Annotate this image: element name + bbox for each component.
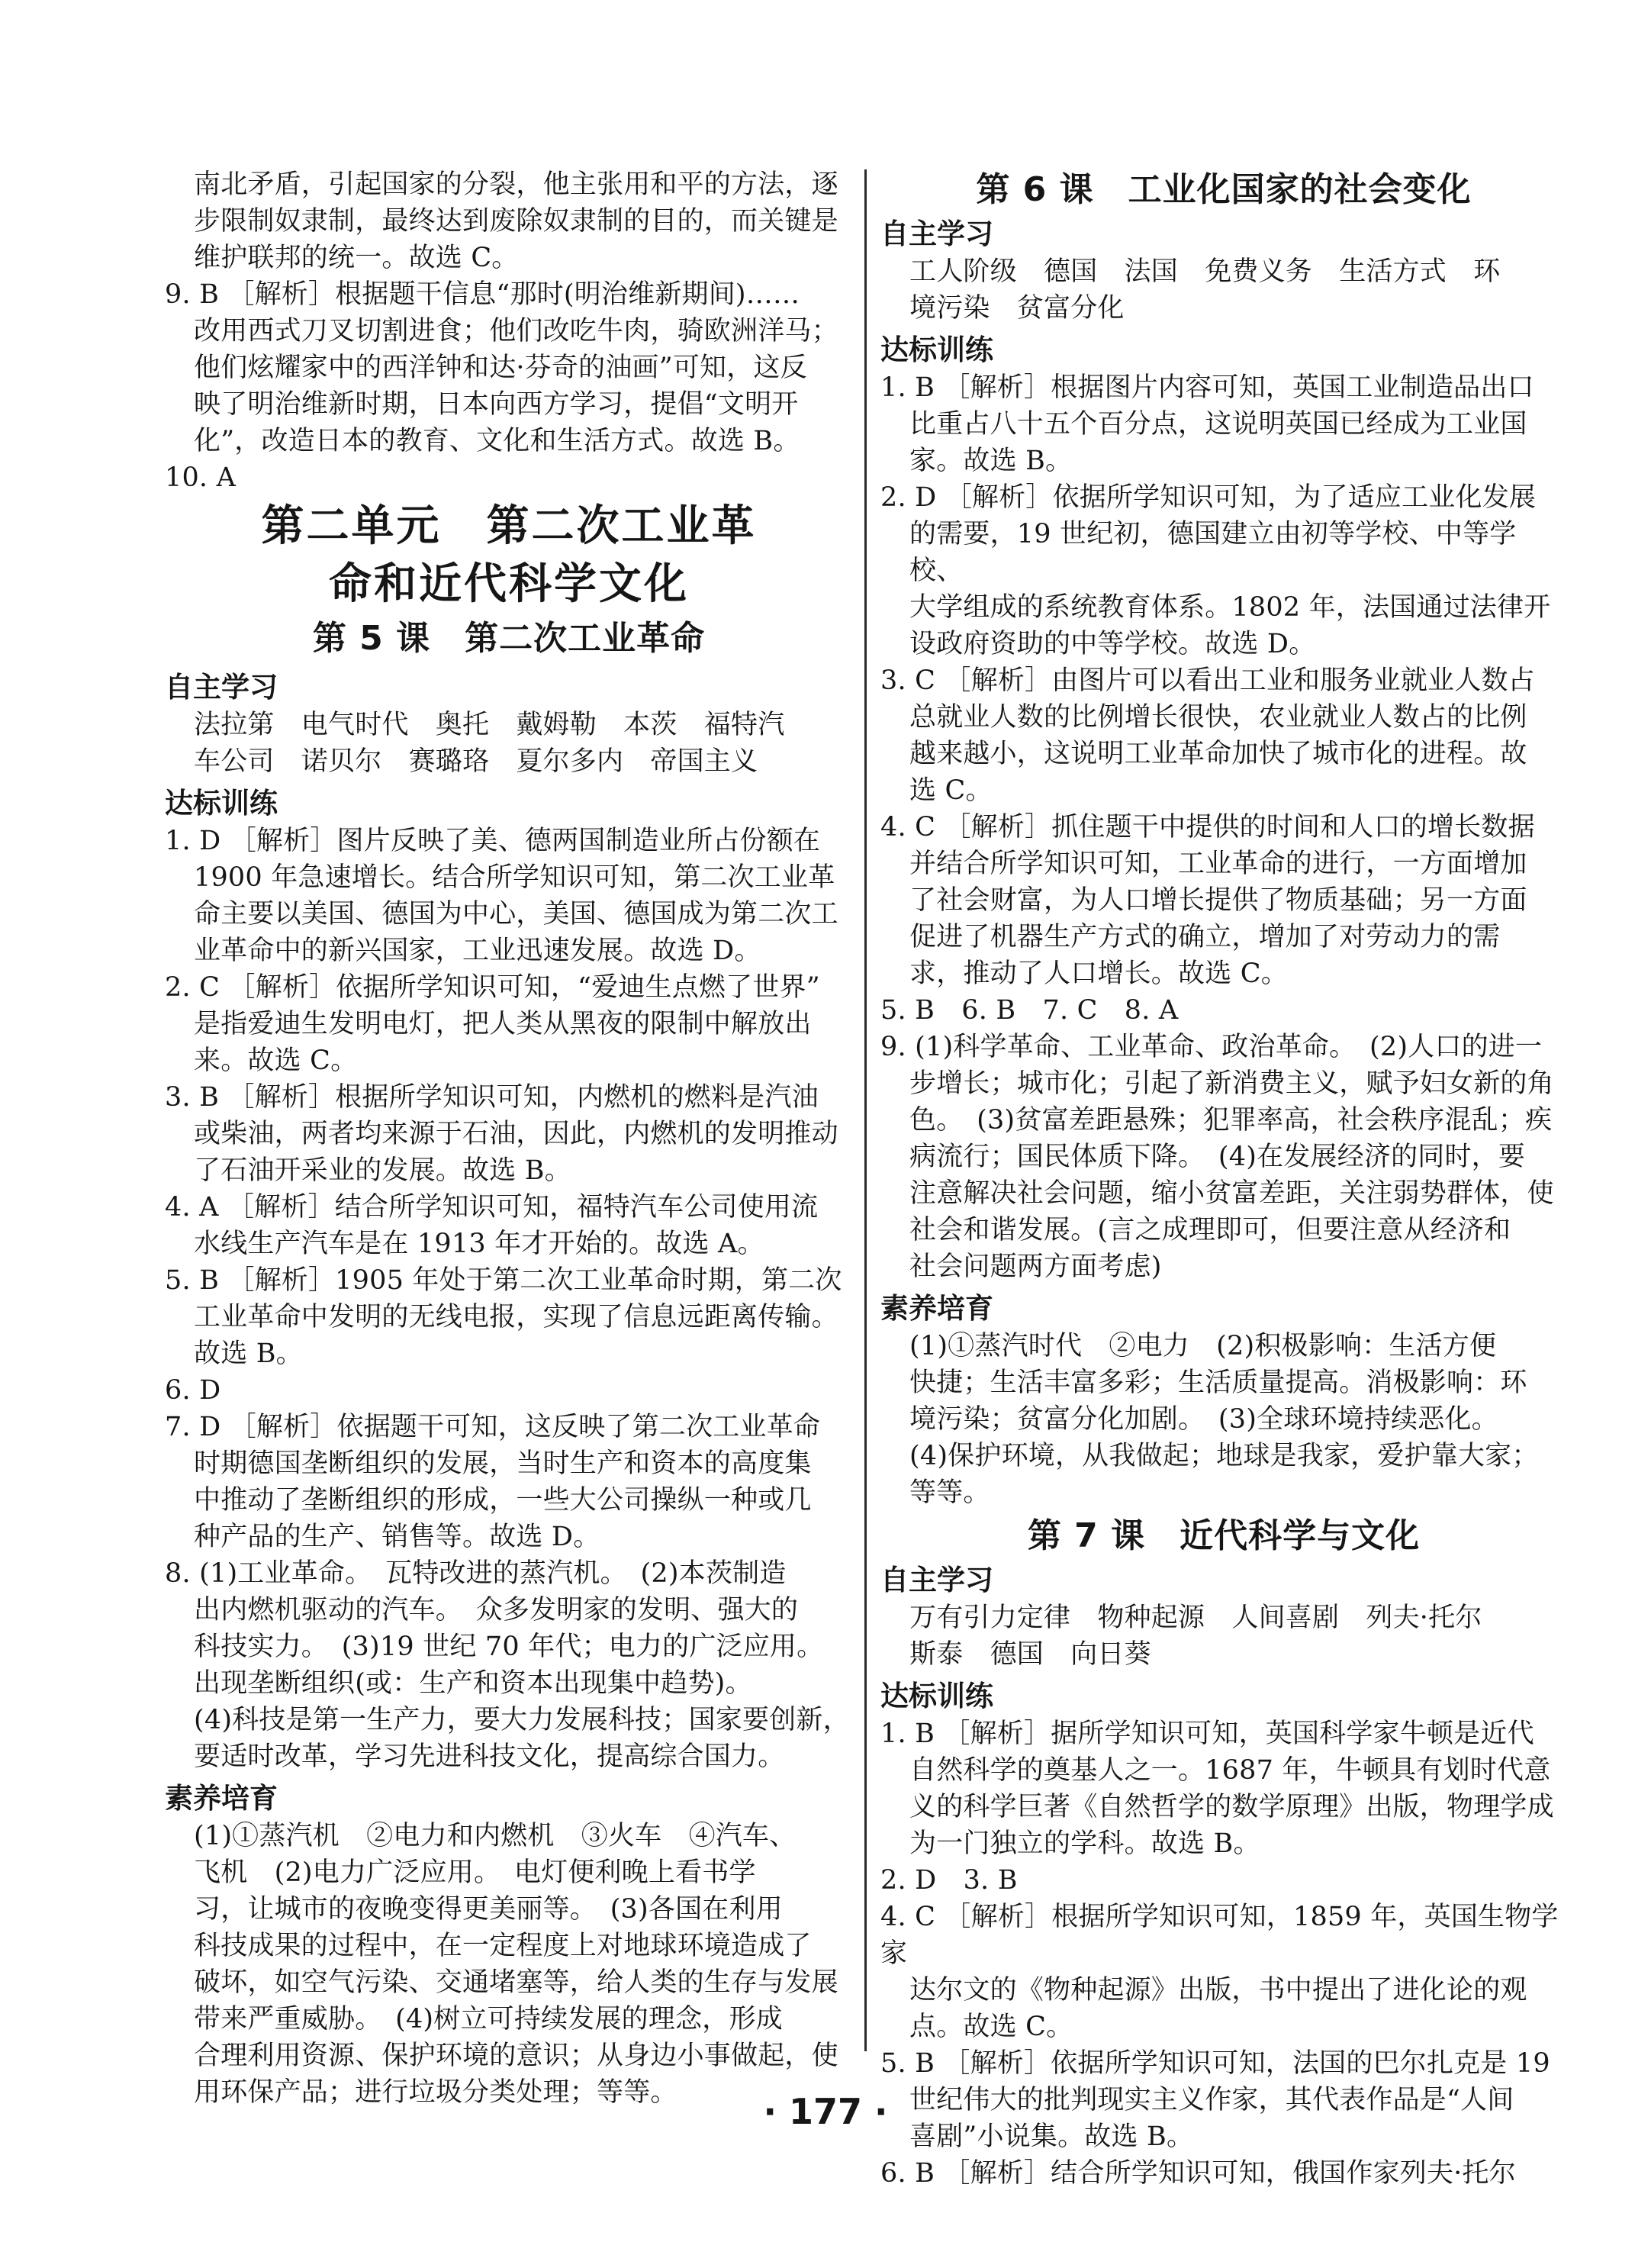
section-heading: 达标训练 — [880, 1680, 993, 1712]
unit-title-line: 命和近代科学文化 — [329, 559, 689, 609]
text-line: 4. C ［解析］抓住题干中提供的时间和人口的增长数据 — [880, 812, 1535, 842]
text-line: 步限制奴隶制，最终达到废除奴隶制的目的，而关键是 — [194, 206, 838, 237]
text-line: 时期德国垄断组织的发展，当时生产和资本的高度集 — [194, 1448, 812, 1479]
text-line: 点。故选 C。 — [909, 2012, 1073, 2042]
text-line: 注意解决社会问题，缩小贫富差距，关注弱势群体，使 — [909, 1178, 1554, 1209]
text-line: 步增长；城市化；引起了新消费主义，赋予妇女新的角 — [909, 1068, 1554, 1099]
text-line: 家。故选 B。 — [909, 446, 1073, 476]
text-line: 命主要以美国、德国为中心，美国、德国成为第二次工 — [194, 899, 838, 929]
text-line: 是指爱迪生发明电灯，把人类从黑夜的限制中解放出 — [194, 1009, 812, 1039]
text-line: 用环保产品；进行垃圾分类处理；等等。 — [194, 2077, 677, 2108]
text-line: 8. (1)工业革命。 瓦特改进的蒸汽机。 (2)本茨制造 — [165, 1558, 787, 1589]
page-number: · 177 · — [763, 2091, 888, 2132]
section-heading: 自主学习 — [165, 671, 278, 704]
text-line: 工人阶级 德国 法国 免费义务 生活方式 环 — [909, 256, 1501, 287]
text-line: 6. D — [165, 1375, 221, 1406]
text-line: 2. D ［解析］依据所学知识可知，为了适应工业化发展 — [880, 482, 1537, 513]
text-line: 1. B ［解析］根据图片内容可知，英国工业制造品出口 — [880, 372, 1534, 403]
text-line: 习，让城市的夜晚变得更美丽等。 (3)各国在利用 — [194, 1894, 783, 1925]
text-line: 要适时改革，学习先进科技文化，提高综合国力。 — [194, 1741, 785, 1772]
text-line: 了石油开采业的发展。故选 B。 — [194, 1155, 571, 1186]
text-line: 故选 B。 — [194, 1339, 303, 1369]
lesson-7-title: 第 7 课 近代科学与文化 — [1027, 1516, 1421, 1555]
text-line: 1. D ［解析］图片反映了美、德两国制造业所占份额在 — [165, 826, 821, 856]
text-line: 维护联邦的统一。故选 C。 — [194, 243, 519, 273]
unit-title-line: 第二单元 第二次工业革 — [261, 501, 757, 551]
section-heading: 自主学习 — [880, 217, 993, 250]
text-line: 化”，改造日本的教育、文化和生活方式。故选 B。 — [194, 426, 800, 456]
text-line: 病流行；国民体质下降。 (4)在发展经济的同时，要 — [909, 1142, 1526, 1172]
training-list — [165, 823, 853, 1775]
text-line: 合理利用资源、保护环境的意识；从身边小事做起，使 — [194, 2041, 838, 2071]
text-line: 设政府资助的中等学校。故选 D。 — [909, 629, 1316, 659]
text-line: 境污染；贫富分化加剧。 (3)全球环境持续恶化。 — [909, 1404, 1498, 1435]
text-line: 6. B ［解析］结合所学知识可知，俄国作家列夫·托尔 — [880, 2158, 1516, 2189]
text-line: 他们炫耀家中的西洋钟和达·芬奇的油画”可知，这反 — [194, 353, 807, 383]
text-line: 出内燃机驱动的汽车。 众多发明家的发明、强大的 — [194, 1595, 799, 1625]
text-line: 2. D 3. B — [880, 1865, 1018, 1896]
text-line: 带来严重威胁。 (4)树立可持续发展的理念，形成 — [194, 2004, 783, 2034]
text-line: 4. A ［解析］结合所学知识可知，福特汽车公司使用流 — [165, 1192, 819, 1223]
text-line: 种产品的生产、销售等。故选 D。 — [194, 1522, 600, 1552]
text-line: 境污染 贫富分化 — [909, 293, 1125, 324]
text-line: 义的科学巨著《自然哲学的数学原理》出版，物理学成 — [909, 1792, 1554, 1822]
text-line: 斯泰 德国 向日葵 — [909, 1639, 1151, 1670]
text-line: 水线生产汽车是在 1913 年才开始的。故选 A。 — [194, 1229, 764, 1259]
text-line: 色。 (3)贫富差距悬殊；犯罪率高，社会秩序混乱；疾 — [909, 1105, 1553, 1136]
text-line: 科技成果的过程中，在一定程度上对地球环境造成了 — [194, 1931, 812, 1961]
text-line: 法拉第 电气时代 奥托 戴姆勒 本茨 福特汽 — [194, 710, 785, 740]
text-line: 快捷；生活丰富多彩；生活质量提高。消极影响：环 — [909, 1368, 1527, 1398]
text-line: 越来越小，这说明工业革命加快了城市化的进程。故 — [909, 739, 1527, 769]
section-heading: 素养培育 — [880, 1292, 993, 1325]
text-line: 求，推动了人口增长。故选 C。 — [909, 958, 1288, 989]
text-line: 南北矛盾，引起国家的分裂，他主张用和平的方法，逐 — [194, 169, 838, 200]
text-line: 2. C ［解析］依据所学知识可知，“爱迪生点燃了世界” — [165, 972, 820, 1003]
text-line: 总就业人数的比例增长很快，农业就业人数占的比例 — [909, 702, 1527, 733]
text-line: 映了明治维新时期，日本向西方学习，提倡“文明开 — [194, 389, 799, 420]
text-line: 5. B 6. B 7. C 8. A — [880, 995, 1179, 1026]
text-line: 世纪伟大的批判现实主义作家，其代表作品是“人间 — [909, 2085, 1514, 2115]
column-divider — [864, 169, 867, 2051]
text-line: 等等。 — [909, 1477, 990, 1508]
text-line: 科技实力。 (3)19 世纪 70 年代；电力的广泛应用。 — [194, 1632, 824, 1662]
text-line: 达尔文的《物种起源》出版，书中提出了进化论的观 — [909, 1975, 1527, 2005]
text-line: 9. (1)科学革命、工业革命、政治革命。 (2)人口的进一 — [880, 1032, 1543, 1062]
section-heading: 达标训练 — [165, 787, 278, 820]
question-9 — [165, 276, 853, 459]
text-line: 工业革命中发明的无线电报，实现了信息远距离传输。 — [194, 1302, 838, 1332]
text-line: 破坏，如空气污染、交通堵塞等，给人类的生存与发展 — [194, 1967, 838, 1998]
text-line: 3. C ［解析］由图片可以看出工业和服务业就业人数占 — [880, 665, 1535, 696]
text-line: 为一门独立的学科。故选 B。 — [909, 1828, 1260, 1859]
text-line: 改用西式刀叉切割进食；他们改吃牛肉，骑欧洲洋马； — [194, 316, 838, 346]
text-line: 中推动了垄断组织的形成，一些大公司操纵一种或几 — [194, 1485, 812, 1516]
section-heading: 达标训练 — [880, 333, 993, 366]
text-line: 喜剧”小说集。故选 B。 — [909, 2121, 1194, 2152]
text-line: 社会和谐发展。(言之成理即可，但要注意从经济和 — [909, 1215, 1511, 1245]
text-line: (1)①蒸汽时代 ②电力 (2)积极影响：生活方便 — [909, 1331, 1497, 1361]
text-line: 大学组成的系统教育体系。1802 年，法国通过法律开 — [909, 592, 1551, 623]
section-heading: 素养培育 — [165, 1782, 278, 1815]
text-line: 社会问题两方面考虑) — [909, 1252, 1162, 1282]
text-line: 比重占八十五个百分点，这说明英国已经成为工业国 — [909, 409, 1527, 440]
text-line: 4. C ［解析］根据所学知识可知，1859 年，英国生物学家 — [880, 1902, 1559, 1969]
lesson-6-title: 第 6 课 工业化国家的社会变化 — [976, 170, 1472, 209]
question-10: 10. A — [165, 462, 237, 493]
text-line: 业革命中的新兴国家，工业迅速发展。故选 D。 — [194, 936, 761, 966]
text-line: 5. B ［解析］1905 年处于第二次工业革命时期，第二次 — [165, 1265, 842, 1296]
left-column — [165, 166, 853, 2111]
q8-continuation — [165, 166, 853, 276]
right-column — [880, 166, 1567, 2192]
text-line: 自然科学的奠基人之一。1687 年，牛顿具有划时代意 — [909, 1755, 1551, 1786]
literacy-block — [880, 1328, 1567, 1511]
text-line: 万有引力定律 物种起源 人间喜剧 列夫·托尔 — [909, 1603, 1482, 1633]
text-line: 5. B ［解析］依据所学知识可知，法国的巴尔扎克是 19 — [880, 2048, 1550, 2079]
text-line: 出现垄断组织(或：生产和资本出现集中趋势)。 — [194, 1668, 752, 1699]
text-line: 1. B ［解析］据所学知识可知，英国科学家牛顿是近代 — [880, 1719, 1534, 1749]
text-line: 了社会财富，为人口增长提供了物质基础；另一方面 — [909, 885, 1527, 916]
text-line: 或柴油，两者均来源于石油，因此，内燃机的发明推动 — [194, 1119, 838, 1149]
text-line: 选 C。 — [909, 775, 993, 806]
text-line: (4)保护环境，从我做起；地球是我家，爱护靠大家； — [909, 1441, 1539, 1471]
literacy-block — [165, 1818, 853, 2111]
text-line: 并结合所学知识可知，工业革命的进行，一方面增加 — [909, 849, 1527, 879]
text-line: (1)①蒸汽机 ②电力和内燃机 ③火车 ④汽车、 — [194, 1821, 797, 1851]
training-list — [880, 369, 1567, 1285]
text-line: 车公司 诺贝尔 赛璐珞 夏尔多内 帝国主义 — [194, 746, 758, 777]
lesson-5-title: 第 5 课 第二次工业革命 — [312, 619, 706, 658]
text-line: 促进了机器生产方式的确立，增加了对劳动力的需 — [909, 922, 1501, 952]
text-line: 9. B ［解析］根据题干信息“那时(明治维新期间)…… — [165, 279, 800, 310]
text-line: 3. B ［解析］根据所学知识可知，内燃机的燃料是汽油 — [165, 1082, 819, 1113]
text-line: 的需要，19 世纪初，德国建立由初等学校、中等学校、 — [909, 519, 1517, 586]
text-line: 飞机 (2)电力广泛应用。 电灯便利晚上看书学 — [194, 1857, 756, 1888]
text-line: (4)科技是第一生产力，要大力发展科技；国家要创新， — [194, 1705, 850, 1735]
text-line: 7. D ［解析］依据题干可知，这反映了第二次工业革命 — [165, 1412, 821, 1442]
text-line: 来。故选 C。 — [194, 1045, 358, 1076]
text-line: 1900 年急速增长。结合所学知识可知，第二次工业革 — [194, 862, 835, 893]
unit-title — [165, 498, 853, 614]
section-heading: 自主学习 — [880, 1564, 993, 1596]
